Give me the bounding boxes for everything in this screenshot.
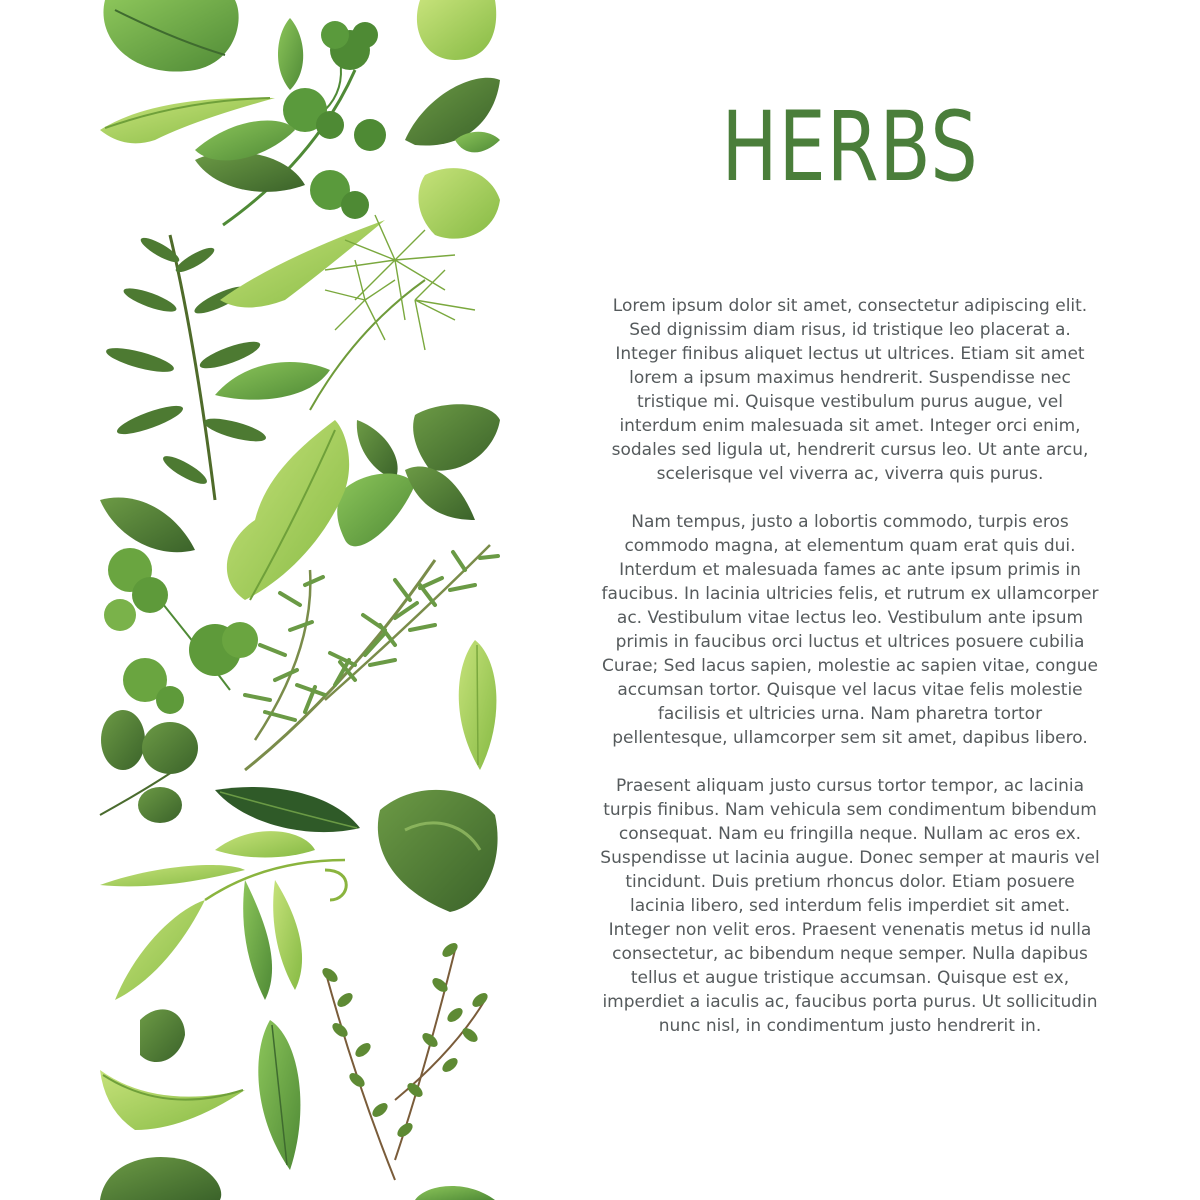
oregano-sprig-icon bbox=[100, 710, 198, 823]
basil-leaf-icon bbox=[378, 790, 498, 912]
herb-illustration-border bbox=[95, 0, 505, 1200]
paragraph: Nam tempus, justo a lobortis commodo, turpis eros commodo magna, at elementum quam erat quis dui. Interdum et malesuada fames ac ante ipsum primis in faucibus. In lacinia ultricies felis, et rutrum ex ullamcorper ac. Vestibulum vitae lectus leo. Vestibulum ante ipsum primis in faucibus orci luctus et ultrices posuere cubilia Curae; Sed lacus sapien, molestie ac sapien vitae, congue accumsan tortor. Quisque vel lacus vitae felis molestie facilisis et ultricies urna. Nam pharetra tortor pellentesque, ullamcorper sem sit amet, dapibus libero. bbox=[601, 512, 1099, 748]
body-text bbox=[600, 294, 1100, 1062]
sage-leaf-icon bbox=[140, 1009, 185, 1062]
paragraph: Lorem ipsum dolor sit amet, consectetur adipiscing elit. Sed dignissim diam risus, id tristique leo placerat a. Integer finibus aliquet lectus ut ultrices. Etiam sit amet lorem a ipsum maximus hendrerit. Suspendisse nec tristique mi. Quisque vestibulum purus augue, vel interdum enim malesuada sit amet. Integer orci enim, sodales sed ligula ut, hendrerit cursus leo. Ut ante arcu, scelerisque vel viverra ac, viverra quis purus. bbox=[611, 296, 1089, 484]
rosemary-sprig-icon bbox=[104, 234, 268, 500]
sage-leaf-icon bbox=[278, 18, 303, 90]
thyme-sprig-icon bbox=[320, 940, 490, 1180]
page-title: HERBS bbox=[721, 91, 979, 203]
basil-leaf-icon bbox=[103, 0, 238, 72]
bay-leaf-icon bbox=[459, 640, 497, 770]
bay-leaf-icon bbox=[215, 787, 360, 832]
tarragon-sprig-icon bbox=[100, 831, 346, 1000]
basil-leaf-icon bbox=[100, 1157, 495, 1200]
arugula-leaf-icon bbox=[100, 1070, 245, 1130]
rosemary-sprig-icon bbox=[245, 545, 498, 770]
bay-leaf-icon bbox=[258, 1020, 300, 1170]
arugula-leaf-icon bbox=[227, 420, 349, 600]
paragraph: Praesent aliquam justo cursus tortor tempor, ac lacinia turpis finibus. Nam vehicula sem condimentum bibendum consequat. Nam eu fringilla neque. Nullam ac eros ex. Suspendisse ut lacinia augue. Donec semper at mauris vel tincidunt. Duis pretium rhoncus dolor. Etiam posuere lacinia libero, sed interdum felis imperdiet sit amet. Integer non velit eros. Praesent venenatis metus id nulla consectetur, ac bibendum neque semper. Nulla dapibus tellus et augue tristique accumsan. Quisque est ex, imperdiet a iaculis ac, faucibus porta purus. Ut sollicitudin nunc nisl, in condimentum justo hendrerit in. bbox=[600, 776, 1100, 1036]
